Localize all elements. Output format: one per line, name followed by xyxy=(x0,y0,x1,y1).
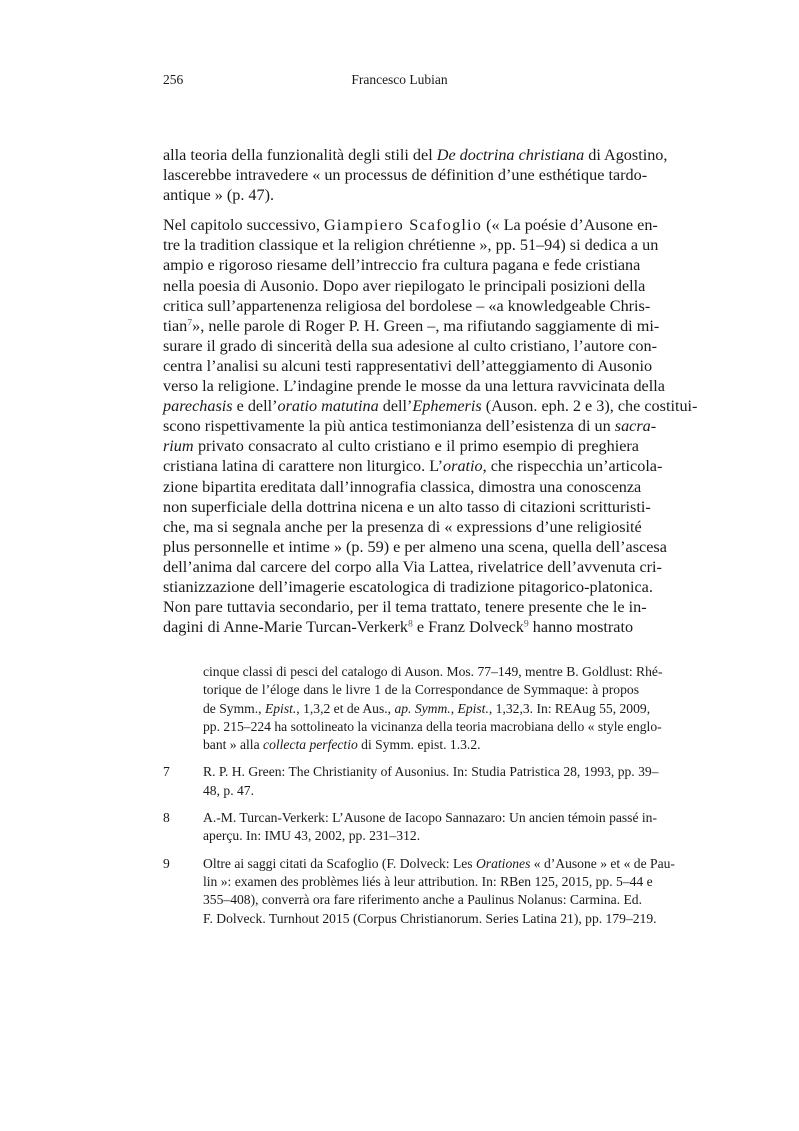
text-line xyxy=(163,700,651,718)
text-segment: 355–408), converrà ora fare riferimento anche a Paulinus Nolanus: Carmina. Ed. xyxy=(203,892,643,908)
text-segment: (Auson. eph. 2 e 3), che costitui- xyxy=(481,397,698,416)
italic-text: ap. Symm. xyxy=(394,700,451,716)
text-line xyxy=(163,477,642,497)
text-line xyxy=(163,891,643,909)
text-line xyxy=(163,855,675,873)
italic-text: De doctrina christiana xyxy=(436,146,585,164)
text-segment: cristiana latina di carattere non liturgico. L’ xyxy=(163,457,444,476)
text-line xyxy=(163,145,668,165)
text-segment: di Symm. epist. 1.3.2. xyxy=(357,737,481,753)
text-line xyxy=(163,235,659,255)
footnote xyxy=(163,809,658,846)
text-segment: torique de l’éloge dans le livre 1 de la Correspondance de Symmaque: à propos xyxy=(203,682,639,698)
text-segment: e Franz Dolveck xyxy=(412,618,524,637)
text-line xyxy=(163,681,639,699)
text-segment: , che rispecchia un’articola- xyxy=(482,457,663,476)
text-segment: bant » alla xyxy=(203,737,264,753)
italic-text: Epist. xyxy=(264,700,297,716)
text-segment: stianizzazione dell’imagerie escatologica di tradizione pitagorico-platonica. xyxy=(163,577,653,596)
text-segment: (« La poésie d’Ausone en- xyxy=(482,216,658,235)
text-segment: Oltre ai saggi citati da Scafoglio (F. Dolveck: Les xyxy=(203,855,476,871)
paragraph xyxy=(163,145,668,205)
text-segment: che, ma si segnala anche per la presenza di « expressions d’une religiosité xyxy=(163,517,642,536)
italic-text: Orationes xyxy=(475,855,531,871)
text-segment: critica sull’appartenenza religiosa del bordolese – «a knowledgeable Chris- xyxy=(163,296,651,315)
italic-text: parechasis xyxy=(163,397,233,416)
text-segment: , 1,32,3. In: REAug 55, 2009, xyxy=(488,700,651,716)
text-line xyxy=(163,296,651,316)
text-segment: non superficiale della dottrina nicena e un alto tasso di citazioni scritturisti- xyxy=(163,497,651,516)
paragraph xyxy=(163,215,698,637)
text-line xyxy=(163,809,658,827)
italic-text: rium xyxy=(163,437,194,456)
text-segment: Non pare tuttavia secondario, per il tema trattato, tenere presente che le in- xyxy=(163,598,647,617)
text-segment: surare il grado di sincerità della sua adesione al culto cristiano, l’autore con- xyxy=(163,336,657,355)
text-line xyxy=(163,827,639,845)
page-number: 256 xyxy=(163,72,184,87)
text-segment: A.-M. Turcan-Verkerk: L’Ausone de Iacopo Sannazaro: Un ancien témoin passé in- xyxy=(203,810,658,826)
text-segment: nella poesia di Ausonio. Dopo aver riepilogato le principali posizioni della xyxy=(163,276,646,295)
italic-text: Ephemeris xyxy=(412,397,482,416)
text-segment: centra l’analisi su alcuni testi rappresentativi dell’atteggiamento di Ausonio xyxy=(163,356,653,375)
text-segment: dagini di Anne-Marie Turcan-Verkerk xyxy=(163,618,408,637)
text-segment: e dell’ xyxy=(232,397,278,416)
text-segment: Giampiero Scafoglio xyxy=(323,216,483,235)
text-line xyxy=(163,436,639,456)
text-line xyxy=(163,763,659,781)
footnotes xyxy=(163,663,675,928)
italic-text: Epist. xyxy=(457,700,489,716)
text-segment: F. Dolveck. Turnhout 2015 (Corpus Christianorum. Series Latina 21), pp. 179–219. xyxy=(203,910,657,926)
text-segment: plus personnelle et intime » (p. 59) e per almeno una scena, quella dell’ascesa xyxy=(163,537,667,556)
text-line xyxy=(163,376,665,396)
text-segment: alla teoria della funzionalità degli stili del xyxy=(163,146,437,164)
text-segment: tian xyxy=(163,316,188,335)
text-line xyxy=(163,396,698,416)
text-segment: , xyxy=(450,700,458,716)
text-line xyxy=(163,316,660,336)
text-segment: de Symm., xyxy=(203,700,265,716)
text-line xyxy=(163,663,663,681)
text-line xyxy=(163,336,657,356)
text-segment: , 1,3,2 et de Aus., xyxy=(296,700,395,716)
text-line xyxy=(163,517,642,537)
footnote-number: 9 xyxy=(163,855,170,871)
text-segment: lascerebbe intravedere « un processus de définition d’une esthétique tardo- xyxy=(163,166,648,185)
text-line xyxy=(163,185,639,205)
footnote-number: 7 xyxy=(163,764,170,780)
text-segment: dell’ xyxy=(378,397,413,416)
text-segment: tre la tradition classique et la religion chrétienne », pp. 51–94) si dedica a un xyxy=(163,236,659,255)
italic-text: oratio matutina xyxy=(277,397,379,416)
text-line xyxy=(163,276,646,296)
text-line xyxy=(163,215,658,235)
text-line xyxy=(163,577,653,597)
footnote-reference: 7 xyxy=(187,317,193,329)
text-segment: scono rispettivamente la più antica testimonianza dell’esistenza di un xyxy=(163,417,615,436)
text-line xyxy=(163,255,639,275)
text-line xyxy=(163,497,651,517)
text-segment: zione bipartita ereditata dall’innografia classica, dimostra una conoscenza xyxy=(163,477,642,496)
text-segment: pp. 215–224 ha sottolineato la vicinanza della teoria macrobiana dello « style englo- xyxy=(203,718,662,734)
text-line xyxy=(163,456,663,476)
footnote xyxy=(163,855,675,928)
text-line xyxy=(163,782,639,800)
text-line xyxy=(163,718,662,736)
footnote-reference: 8 xyxy=(408,618,413,630)
text-segment: « d’Ausone » et « de Pau- xyxy=(530,855,675,871)
italic-text: oratio xyxy=(443,457,483,476)
footnote-number: 8 xyxy=(163,810,170,826)
text-line xyxy=(163,165,648,185)
text-line xyxy=(163,537,667,557)
running-title: Francesco Lubian xyxy=(351,72,448,87)
text-segment: aperçu. In: IMU 43, 2002, pp. 231–312. xyxy=(203,828,421,844)
text-segment: hanno mostrato xyxy=(528,618,634,637)
italic-text: sacra- xyxy=(614,417,657,436)
text-segment: 48, p. 47. xyxy=(203,782,254,798)
text-line xyxy=(163,873,653,891)
text-segment: privato consacrato al culto cristiano e il primo esempio di preghiera xyxy=(193,437,639,456)
text-line xyxy=(163,910,657,928)
footnote xyxy=(163,663,663,754)
text-segment: dell’anima dal carcere del corpo alla Via Lattea, rivelatrice dell’avvenuta cri- xyxy=(163,557,662,576)
text-line xyxy=(163,416,657,436)
text-line xyxy=(163,617,639,637)
text-line xyxy=(163,557,662,577)
text-segment: lin »: examen des problèmes liés à leur attribution. In: RBen 125, 2015, pp. 5–44 e xyxy=(203,873,653,889)
italic-text: collecta perfectio xyxy=(263,737,358,753)
main-text xyxy=(163,145,698,637)
text-segment: di Agostino, xyxy=(584,146,668,164)
text-line xyxy=(163,356,653,376)
text-segment: R. P. H. Green: The Christianity of Ausonius. In: Studia Patristica 28, 1993, pp. 39– xyxy=(203,764,659,780)
footnote-reference: 9 xyxy=(523,618,529,630)
text-segment: cinque classi di pesci del catalogo di Auson. Mos. 77–149, mentre B. Goldlust: Rhé- xyxy=(203,664,663,679)
footnote xyxy=(163,763,659,800)
text-segment: antique » (p. 47). xyxy=(163,186,275,205)
text-segment: ampio e rigoroso riesame dell’intreccio fra cultura pagana e fede cristiana xyxy=(163,256,641,275)
text-segment: », nelle parole di Roger P. H. Green –, ma rifiutando saggiamente di mi- xyxy=(192,316,660,335)
text-line xyxy=(163,597,647,617)
text-segment: verso la religione. L’indagine prende le mosse da una lettura ravvicinata della xyxy=(163,377,665,396)
text-line xyxy=(163,736,639,754)
text-segment: Nel capitolo successivo, xyxy=(163,216,324,235)
